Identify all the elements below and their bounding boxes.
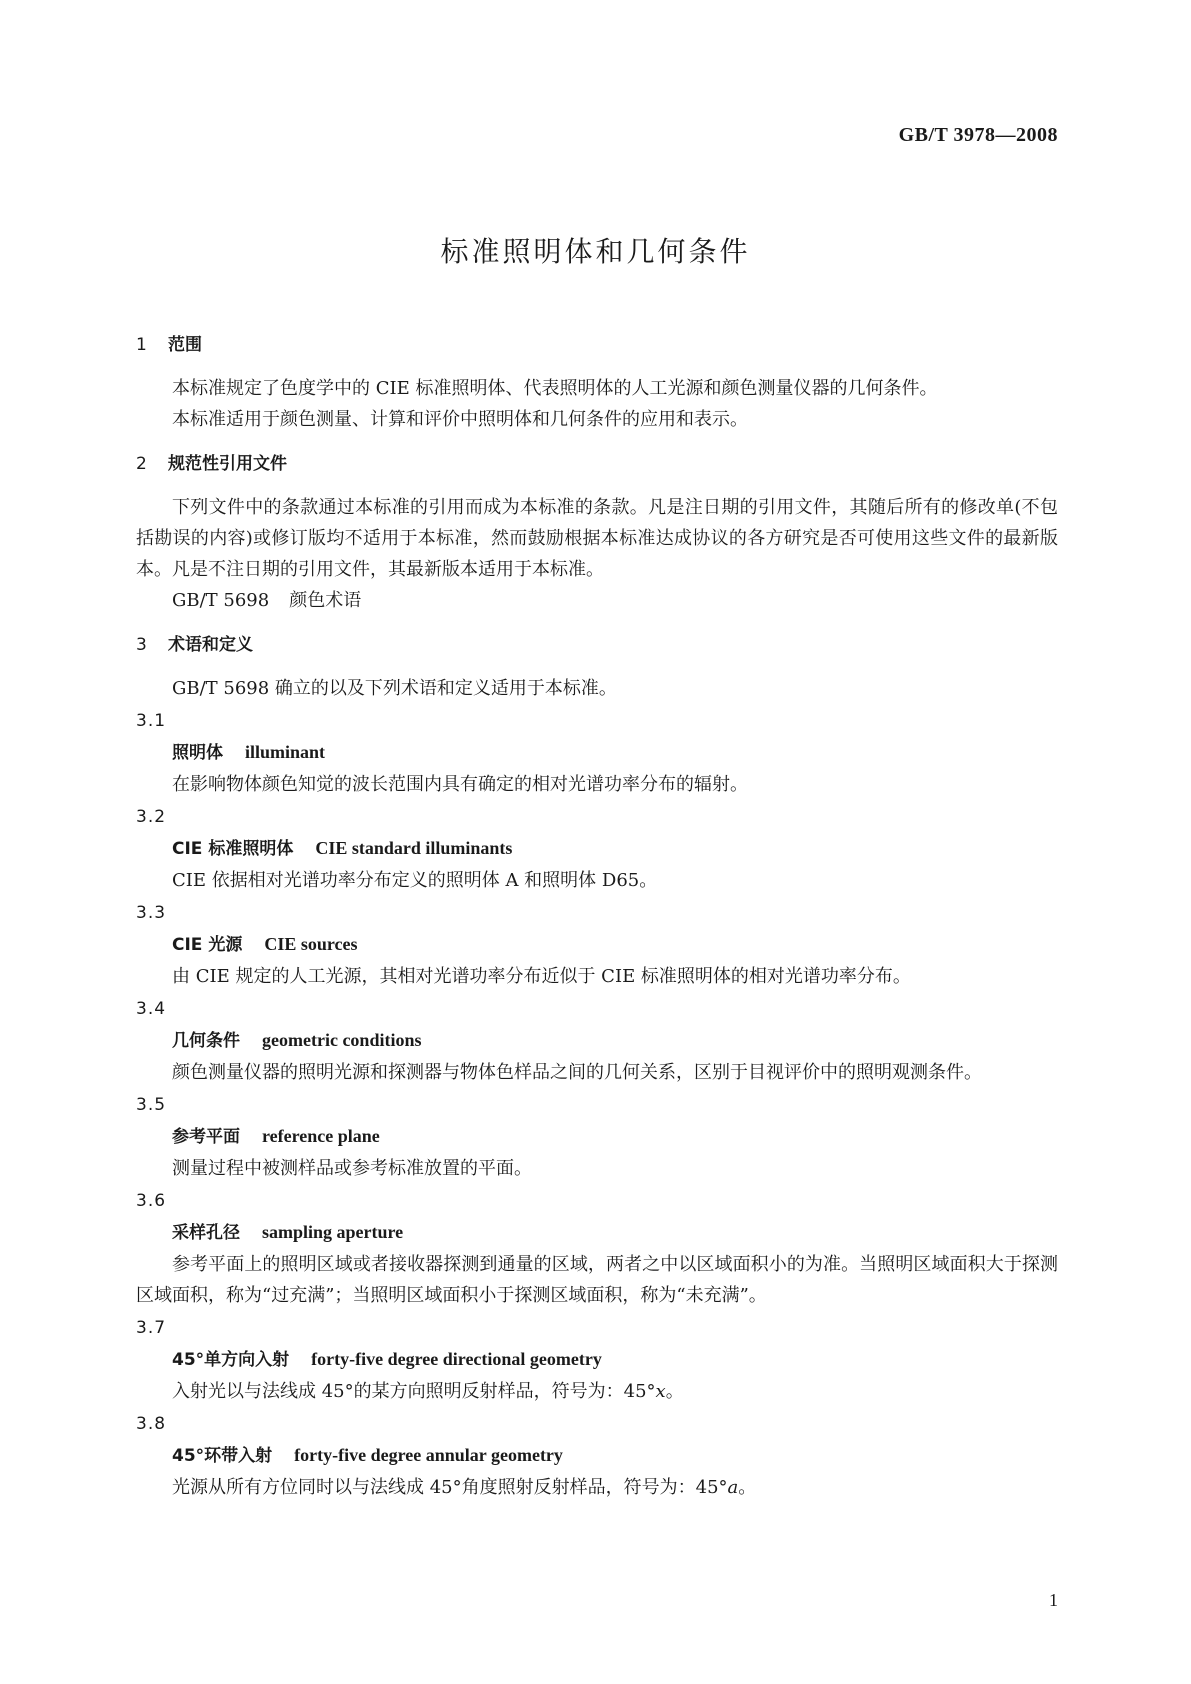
term-number: 3.6 — [136, 1191, 167, 1211]
term-heading — [136, 929, 1058, 961]
term-english: illuminant — [245, 742, 326, 762]
reference-title: 颜色术语 — [289, 590, 362, 611]
term-number: 3.1 — [136, 711, 167, 731]
term-english: sampling aperture — [262, 1222, 404, 1242]
paragraph: 本标准适用于颜色测量、计算和评价中照明体和几何条件的应用和表示。 — [172, 409, 748, 430]
term-entry — [136, 802, 1058, 896]
paragraph: 本标准规定了色度学中的 CIE 标准照明体、代表照明体的人工光源和颜色测量仪器的几何条件。 — [172, 378, 938, 399]
term-entry — [136, 1186, 1058, 1311]
term-chinese: 几何条件 — [172, 1031, 240, 1051]
document-body — [136, 322, 1058, 1503]
term-chinese: 45°环带入射 — [172, 1446, 273, 1466]
term-english: forty-five degree annular geometry — [294, 1445, 563, 1465]
term-entry — [136, 1409, 1058, 1503]
symbol: a — [727, 1477, 739, 1498]
term-heading — [136, 1344, 1058, 1376]
section-heading-scope — [136, 330, 1058, 361]
term-number: 3.7 — [136, 1318, 167, 1338]
term-english: reference plane — [262, 1126, 380, 1146]
term-heading — [136, 833, 1058, 865]
term-definition: 参考平面上的照明区域或者接收器探测到通量的区域，两者之中以区域面积小的为准。当照明区域面积大于探测区域面积，称为“过充满”；当照明区域面积小于探测区域面积，称为“未充满”。 — [136, 1254, 1058, 1306]
section-title: 术语和定义 — [168, 635, 253, 655]
term-english: geometric conditions — [262, 1030, 422, 1050]
term-definition: 测量过程中被测样品或参考标准放置的平面。 — [172, 1158, 532, 1179]
term-definition: 在影响物体颜色知觉的波长范围内具有确定的相对光谱功率分布的辐射。 — [172, 774, 748, 795]
term-number: 3.4 — [136, 999, 167, 1019]
term-number: 3.3 — [136, 903, 167, 923]
term-chinese: 45°单方向入射 — [172, 1350, 290, 1370]
term-entry — [136, 1090, 1058, 1184]
paragraph: GB/T 5698 确立的以及下列术语和定义适用于本标准。 — [172, 678, 617, 699]
term-number: 3.2 — [136, 807, 167, 827]
term-definition: 颜色测量仪器的照明光源和探测器与物体色样品之间的几何关系，区别于目视评价中的照明观测条件。 — [172, 1062, 982, 1083]
term-definition: 由 CIE 规定的人工光源，其相对光谱功率分布近似于 CIE 标准照明体的相对光谱功率分布。 — [172, 966, 911, 987]
definition-text: 光源从所有方位同时以与法线成 45°角度照射反射样品，符号为：45° — [172, 1477, 728, 1498]
section-heading-normative-references — [136, 449, 1058, 480]
section-title: 范围 — [168, 335, 202, 355]
term-chinese: CIE 标准照明体 — [172, 839, 294, 859]
term-heading — [136, 1121, 1058, 1153]
term-english: CIE standard illuminants — [315, 838, 513, 858]
term-heading — [136, 1025, 1058, 1057]
term-entry — [136, 898, 1058, 992]
page-number: 1 — [1049, 1590, 1058, 1610]
paragraph: 下列文件中的条款通过本标准的引用而成为本标准的条款。凡是注日期的引用文件，其随后所有的修改单(不包括勘误的内容)或修订版均不适用于本标准，然而鼓励根据本标准达成协议的各方研究是否可使用这些文件的最新版本。凡是不注日期的引用文件，其最新版本适用于本标准。 — [136, 497, 1058, 580]
term-entry — [136, 706, 1058, 800]
term-entry — [136, 1313, 1058, 1407]
definition-end: 。 — [665, 1381, 684, 1402]
term-english: forty-five degree directional geometry — [311, 1349, 602, 1369]
term-definition — [136, 1376, 1058, 1407]
term-english: CIE sources — [264, 934, 358, 954]
term-number: 3.8 — [136, 1414, 167, 1434]
symbol: x — [655, 1381, 666, 1402]
section-number: 3 — [136, 635, 147, 655]
definition-end: 。 — [738, 1477, 757, 1498]
standard-code: GB/T 3978—2008 — [898, 124, 1058, 146]
section-number: 1 — [136, 335, 147, 355]
term-definition — [136, 1472, 1058, 1503]
term-heading — [136, 737, 1058, 769]
term-chinese: 参考平面 — [172, 1127, 240, 1147]
term-chinese: 采样孔径 — [172, 1223, 240, 1243]
section-heading-terms-definitions — [136, 630, 1058, 661]
term-number: 3.5 — [136, 1095, 167, 1115]
definition-text: 入射光以与法线成 45°的某方向照明反射样品，符号为：45° — [172, 1381, 656, 1402]
reference-code: GB/T 5698 — [172, 590, 270, 611]
document-title: 标准照明体和几何条件 — [440, 235, 751, 268]
reference-entry — [136, 585, 1058, 616]
term-chinese: CIE 光源 — [172, 935, 243, 955]
term-chinese: 照明体 — [172, 743, 223, 763]
term-heading — [136, 1217, 1058, 1249]
section-number: 2 — [136, 454, 147, 474]
section-title: 规范性引用文件 — [168, 454, 287, 474]
term-heading — [136, 1440, 1058, 1472]
term-entry — [136, 994, 1058, 1088]
term-definition: CIE 依据相对光谱功率分布定义的照明体 A 和照明体 D65。 — [172, 870, 658, 891]
